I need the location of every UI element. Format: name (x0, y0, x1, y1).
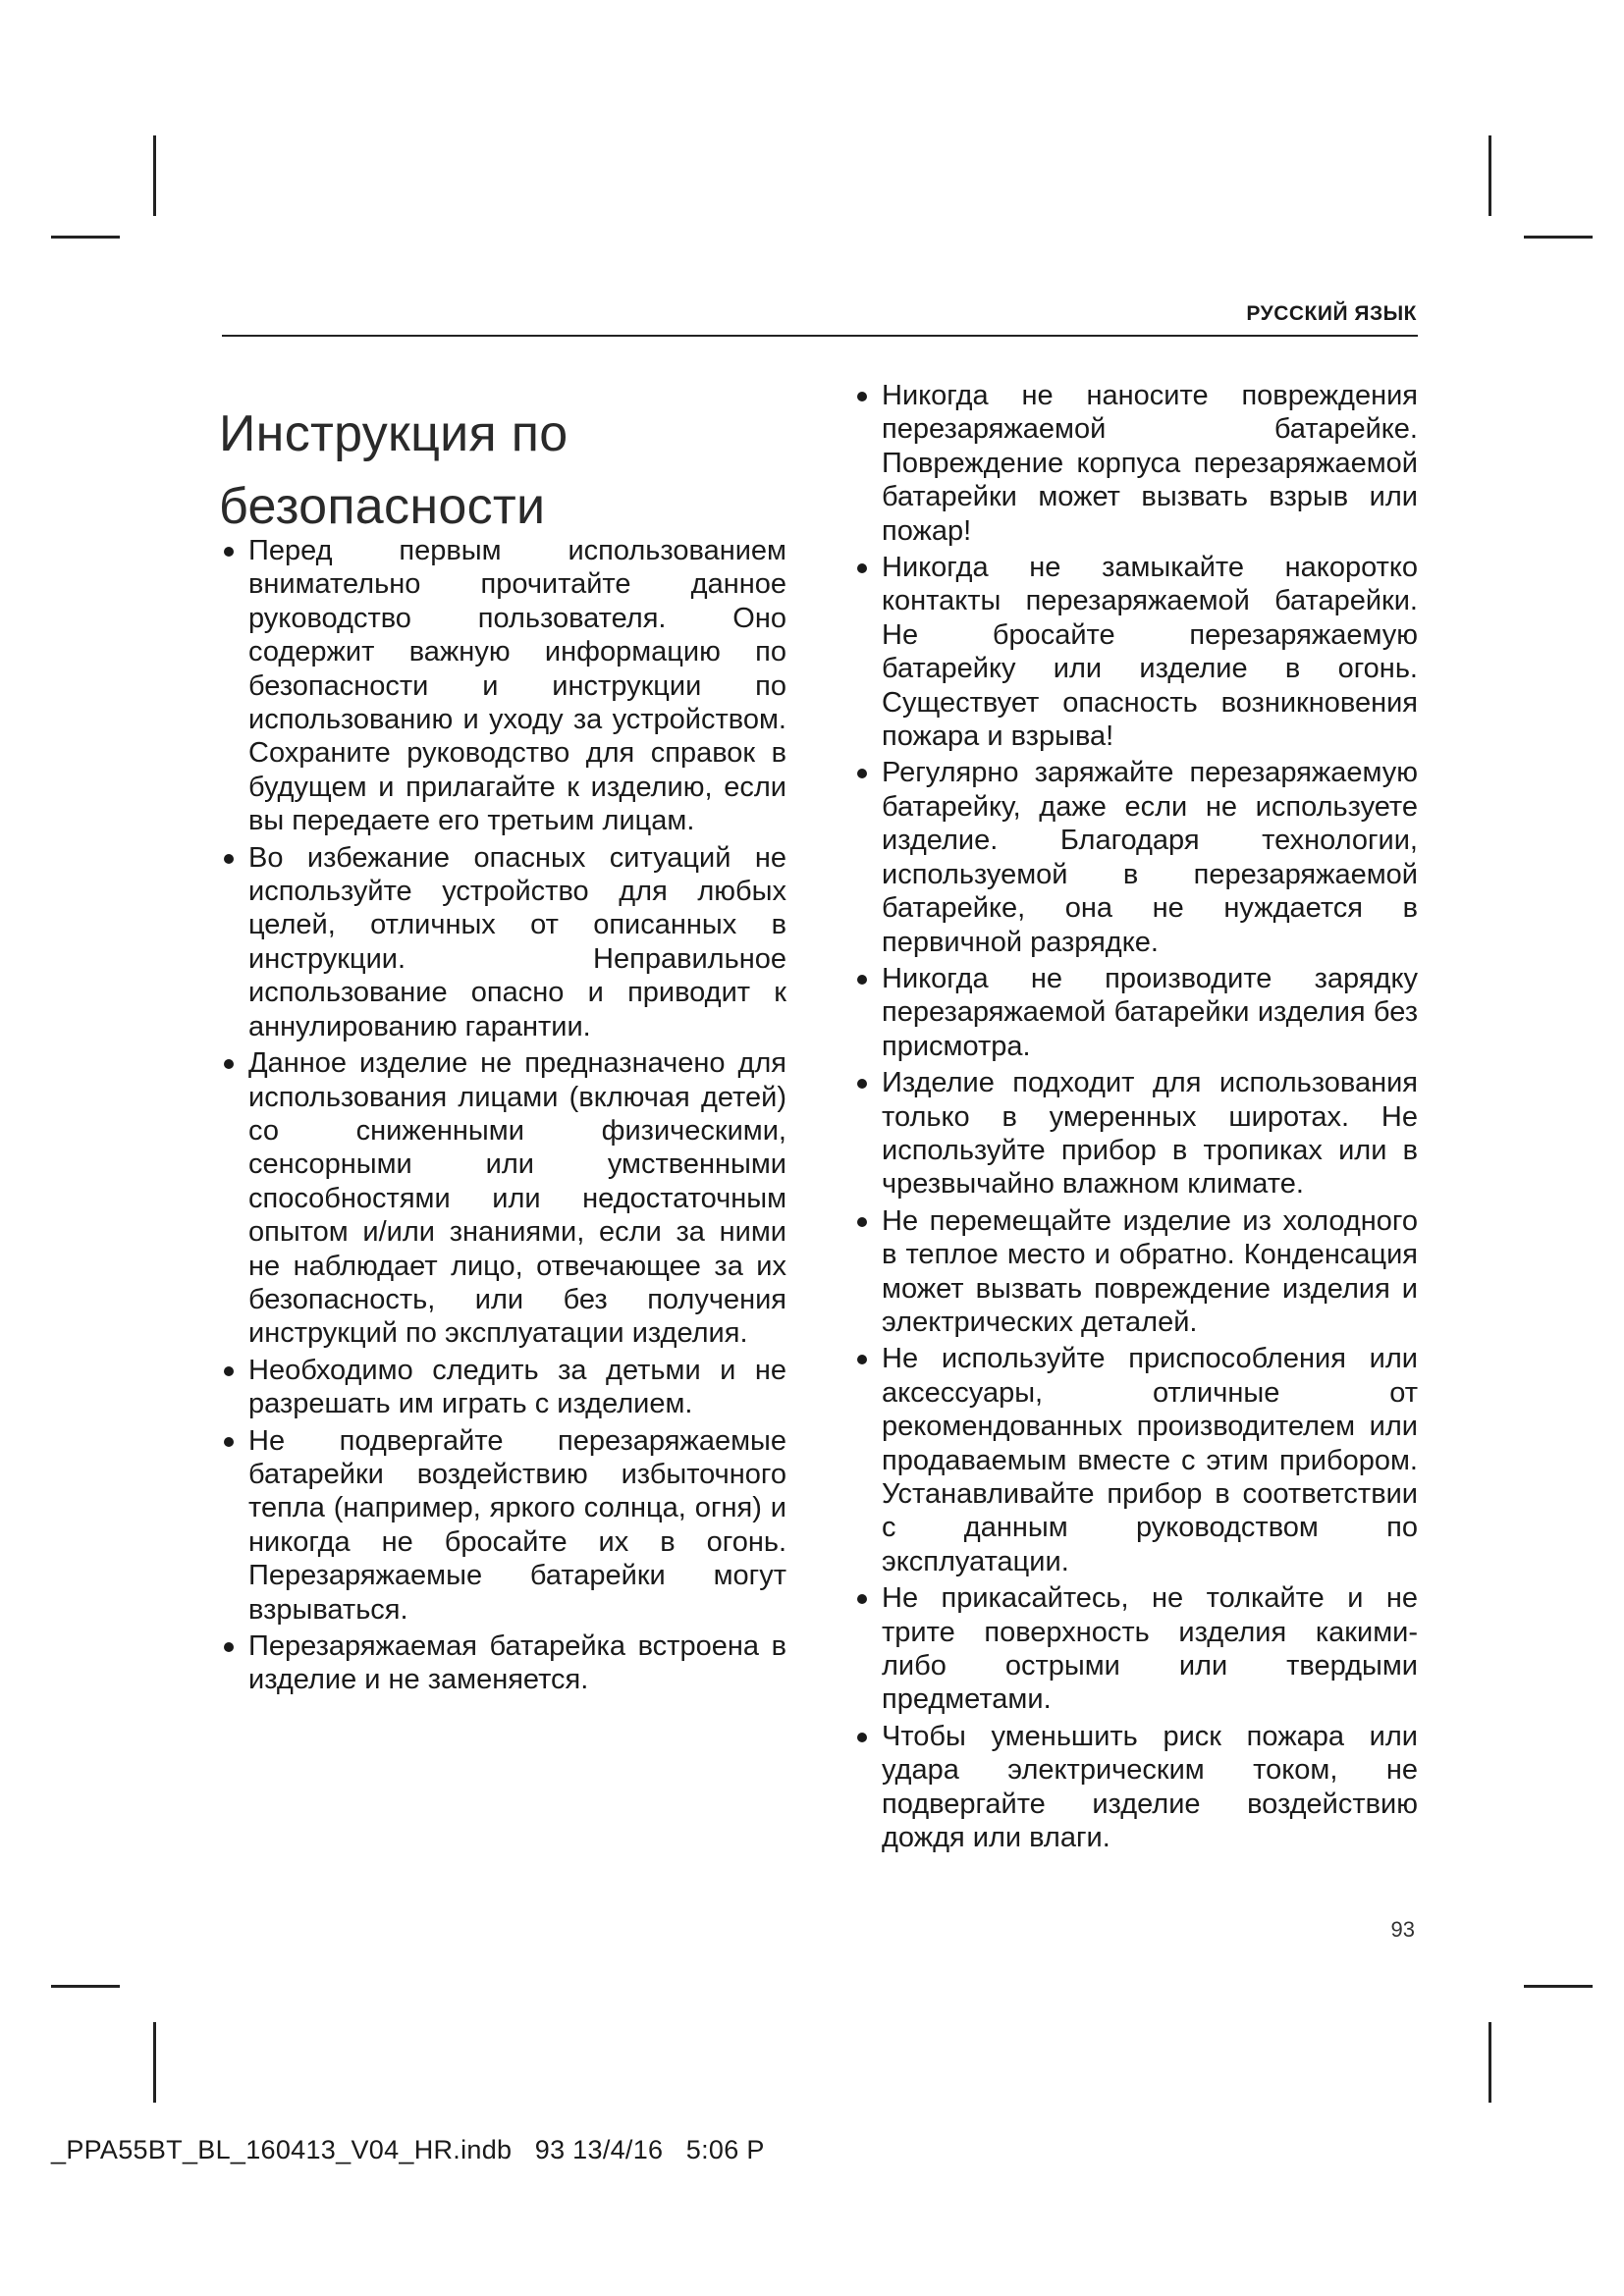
list-item: Не подвергайте перезаряжаемые батарейки воздействию избыточного тепла (например, яркого солнца, огня) и никогда не бросайте их в огонь. Перезаряжаемые батарейки могут взрываться. (221, 1424, 786, 1627)
list-item: Никогда не замыкайте накоротко контакты перезаряжаемой батарейки. Не бросайте перезаряжаемую батарейку или изделие в огонь. Существует опасность возникновения пожара и взрыва! (854, 551, 1418, 753)
list-item: Необходимо следить за детьми и не разрешать им играть с изделием. (221, 1354, 786, 1421)
crop-mark-bottom-left-vertical (153, 2022, 156, 2103)
header-language-label: РУССКИЙ ЯЗЫК (1246, 302, 1417, 325)
crop-mark-top-left-horizontal (51, 236, 120, 239)
list-item: Перезаряжаемая батарейка встроена в изделие и не заменяется. (221, 1629, 786, 1697)
list-item: Во избежание опасных ситуаций не используйте устройство для любых целей, отличных от описанных в инструкции. Неправильное использование опасно и приводит к аннулированию гарантии. (221, 841, 786, 1043)
crop-mark-top-left-vertical (153, 135, 156, 216)
list-item: Изделие подходит для использования только в умеренных широтах. Не используйте прибор в тропиках или в чрезвычайно влажном климате. (854, 1066, 1418, 1201)
list-item: Чтобы уменьшить риск пожара или удара электрическим током, не подвергайте изделие воздействию дождя или влаги. (854, 1720, 1418, 1855)
list-item: Перед первым использованием внимательно прочитайте данное руководство пользователя. Оно содержит важную информацию по безопасности и инструкции по использованию и уходу за устройством. Сохраните руководство для справок в будущем и прилагайте к изделию, если вы передаете его третьим лицам. (221, 534, 786, 838)
crop-mark-bottom-right-horizontal (1524, 1985, 1593, 1988)
list-item: Не перемещайте изделие из холодного в теплое место и обратно. Конденсация может вызвать повреждение изделия и электрических деталей. (854, 1204, 1418, 1340)
page-number: 93 (1390, 1917, 1415, 1942)
list-item: Не используйте приспособления или аксессуары, отличные от рекомендованных производителем или продаваемым вместе с этим прибором. Устанавливайте прибор в соответствии с данным руководством по эксплуатации. (854, 1342, 1418, 1578)
list-item: Данное изделие не предназначено для использования лицами (включая детей) со сниженными физическими, сенсорными или умственными способностями или недостаточным опытом и/или знаниями, если за ними не наблюдает лицо, отвечающее за их безопасность, или без получения инструкций по эксплуатации изделия. (221, 1046, 786, 1351)
crop-mark-top-right-vertical (1489, 135, 1491, 216)
crop-mark-bottom-right-vertical (1489, 2022, 1491, 2103)
safety-list-right (854, 379, 1418, 1857)
list-item: Регулярно заряжайте перезаряжаемую батарейку, даже если не используете изделие. Благодаря технологии, используемой в перезаряжаемой батарейке, она не нуждается в первичной разрядке. (854, 756, 1418, 958)
list-item: Не прикасайтесь, не толкайте и не трите поверхность изделия какими-либо острыми или твердыми предметами. (854, 1581, 1418, 1717)
print-slug: _PPA55BT_BL_160413_V04_HR.indb 93 13/4/16 5:06 P (51, 2135, 765, 2164)
crop-mark-bottom-left-horizontal (51, 1985, 120, 1988)
crop-mark-top-right-horizontal (1524, 236, 1593, 239)
page-title: Инструкция по безопасности (219, 404, 568, 535)
safety-list-left (221, 534, 786, 1700)
list-item: Никогда не наносите повреждения перезаряжаемой батарейке. Повреждение корпуса перезаряжаемой батарейки может вызвать взрыв или пожар! (854, 379, 1418, 548)
header-divider (222, 335, 1418, 337)
list-item: Никогда не производите зарядку перезаряжаемой батарейки изделия без присмотра. (854, 962, 1418, 1063)
